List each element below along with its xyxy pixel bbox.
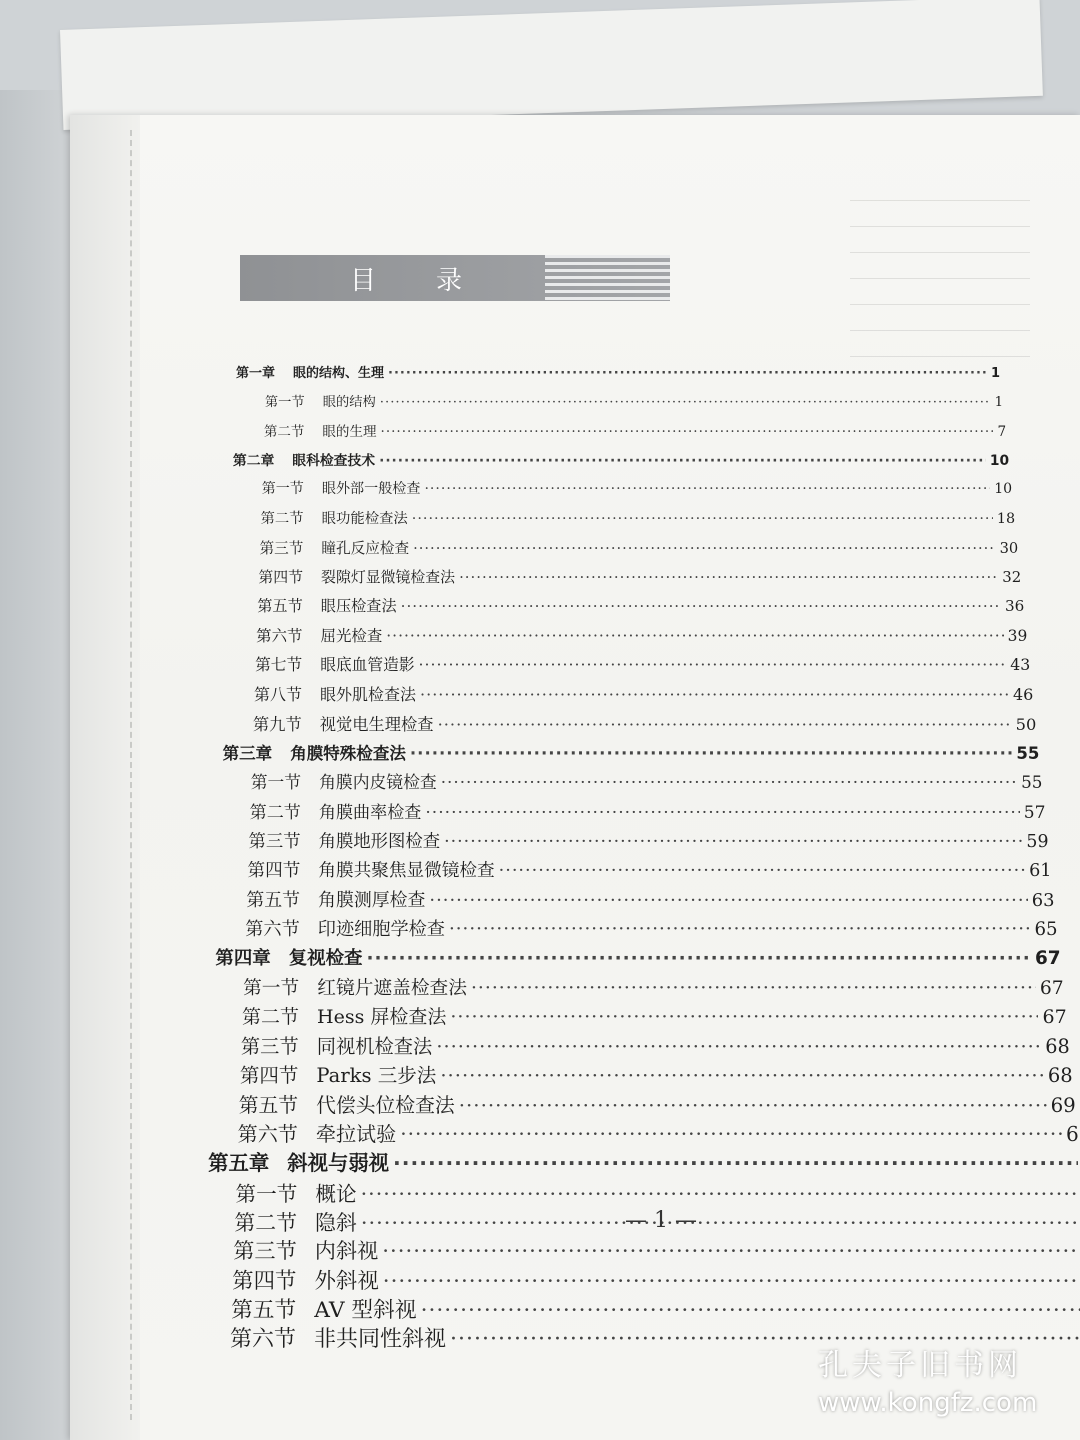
title-bar-stripes	[545, 255, 670, 301]
toc-entry-title: Parks 三步法	[316, 1064, 437, 1088]
toc-entry-title: 斜视与弱视	[287, 1151, 390, 1176]
toc-dot-leader	[379, 453, 986, 469]
toc-entry-page: 30	[999, 539, 1019, 557]
toc-dot-leader	[388, 366, 987, 381]
toc-entry-title: 眼的生理	[322, 424, 377, 441]
toc-section-row	[245, 915, 1057, 941]
toc-entry-number: 第九节	[252, 715, 302, 735]
toc-dot-leader	[361, 1211, 1080, 1235]
toc-dot-leader	[393, 1151, 1078, 1175]
show-through-text	[850, 180, 1030, 380]
watermark-site-name: 孔夫子旧书网	[818, 1348, 1022, 1383]
toc-chapter-row	[233, 449, 1009, 469]
toc-dot-leader	[471, 978, 1036, 999]
toc-dot-leader	[386, 627, 1003, 645]
toc-dot-leader	[440, 1064, 1044, 1087]
toc-dot-leader	[400, 1122, 1062, 1146]
toc-entry-title: 同视机检查法	[316, 1035, 433, 1059]
toc-entry-number: 第二节	[242, 1006, 300, 1028]
toc-entry-title: 瞳孔反应检查	[321, 539, 410, 557]
toc-section-row	[239, 1089, 1076, 1118]
toc-entry-page: 59	[1026, 832, 1049, 853]
page-number-footer: — 1 —	[625, 1208, 697, 1233]
toc-dot-leader	[419, 655, 1007, 674]
watermark-url: www.kongfz.com	[818, 1388, 1038, 1418]
toc-entry-title: Hess 屏检查法	[317, 1006, 447, 1028]
toc-entry-page: 39	[1007, 626, 1028, 645]
toc-section-row	[254, 682, 1033, 705]
toc-entry-number: 第七节	[255, 654, 303, 674]
toc-entry-title: 眼科检查技术	[292, 453, 376, 470]
toc-section-row	[242, 1002, 1067, 1029]
toc-entry-number: 第二节	[249, 803, 301, 824]
toc-entry-title: 角膜测厚检查	[318, 889, 426, 911]
toc-section-row	[258, 566, 1021, 587]
underlying-page-edge	[60, 0, 1043, 130]
toc-entry-title: 眼外部一般检查	[321, 481, 421, 498]
toc-section-row	[256, 624, 1027, 646]
toc-dot-leader	[441, 772, 1017, 792]
toc-entry-number: 第五节	[257, 596, 303, 615]
toc-entry-title: 裂隙灯显微镜检查法	[321, 567, 456, 586]
toc-dot-leader	[381, 424, 994, 440]
toc-chapter-row	[236, 362, 1000, 381]
toc-entry-page: 67	[1042, 1006, 1067, 1028]
toc-section-row	[240, 1060, 1073, 1088]
toc-dot-leader	[412, 511, 993, 527]
toc-entry-page: 69	[1050, 1094, 1076, 1118]
toc-section-row	[257, 595, 1024, 616]
toc-entry-title: 角膜共聚焦显微镜检查	[318, 860, 495, 881]
toc-entry-page: 50	[1015, 715, 1037, 735]
toc-entry-page: 6	[1066, 1122, 1079, 1147]
toc-dot-leader	[424, 481, 990, 497]
toc-entry-number: 第四章	[215, 947, 271, 969]
toc-entry-page: 32	[1002, 567, 1022, 586]
toc-entry-number: 第五节	[246, 889, 301, 911]
toc-dot-leader	[459, 1094, 1047, 1117]
toc-dot-leader	[380, 395, 991, 410]
toc-entry-number: 第三节	[240, 1035, 299, 1059]
toc-entry-page: 61	[1029, 860, 1052, 881]
toc-entry-number: 第一节	[235, 1181, 298, 1206]
toc-entry-title: 眼底血管造影	[320, 654, 415, 674]
toc-dot-leader	[450, 1006, 1038, 1028]
toc-entry-number: 第一节	[243, 977, 300, 999]
toc-section-row	[261, 507, 1016, 528]
toc-entry-title: 眼的结构	[322, 395, 376, 411]
toc-entry-page: 46	[1012, 685, 1034, 704]
toc-section-row	[238, 1118, 1079, 1147]
toc-dot-leader	[429, 890, 1027, 911]
toc-entry-number: 第二节	[234, 1210, 298, 1235]
toc-entry-title: 代偿头位检查法	[316, 1094, 455, 1118]
toc-dot-leader	[436, 1035, 1041, 1058]
toc-section-row	[243, 973, 1064, 1000]
toc-dot-leader	[449, 919, 1030, 940]
toc-entry-number: 第六节	[230, 1327, 297, 1352]
toc-entry-title: 角膜地形图检查	[318, 832, 441, 853]
toc-entry-page: 36	[1004, 596, 1025, 615]
toc-entry-number: 第二节	[263, 424, 305, 441]
toc-entry-number: 第五章	[208, 1151, 270, 1176]
toc-entry-title: 牵拉试验	[315, 1122, 397, 1147]
watermark	[818, 1340, 1037, 1418]
toc-entry-number: 第三章	[222, 744, 273, 764]
toc-entry-title: AV 型斜视	[314, 1297, 417, 1323]
toc-entry-title: 概论	[315, 1181, 357, 1206]
toc-chapter-row	[208, 1147, 1080, 1176]
toc-dot-leader	[410, 744, 1012, 763]
toc-entry-page: 55	[1021, 772, 1043, 793]
toc-entry-number: 第八节	[254, 685, 303, 704]
toc-entry-number: 第一节	[261, 481, 304, 498]
toc-dot-leader	[382, 1238, 1080, 1263]
toc-dot-leader	[420, 685, 1009, 704]
toc-section-row	[264, 420, 1006, 440]
toc-entry-title: 眼功能检查法	[321, 511, 408, 528]
toc-entry-number: 第一章	[236, 366, 276, 381]
toc-section-row	[259, 537, 1018, 558]
toc-section-row	[246, 886, 1054, 912]
toc-title: 目录	[350, 265, 523, 296]
toc-entry-number: 第二章	[232, 453, 275, 470]
toc-entry-number: 第五节	[231, 1297, 297, 1323]
toc-entry-number: 第一节	[250, 772, 302, 793]
toc-chapter-row	[215, 944, 1060, 970]
toc-chapter-row	[223, 740, 1040, 764]
toc-dot-leader	[366, 948, 1030, 969]
toc-entry-number: 第四节	[258, 567, 304, 586]
toc-dot-leader	[425, 803, 1019, 823]
toc-entry-number: 第五节	[238, 1094, 299, 1118]
toc-entry-page: 10	[994, 481, 1013, 498]
toc-entry-title: 视觉电生理检查	[319, 715, 434, 735]
toc-entry-number: 第三节	[259, 539, 304, 557]
toc-entry-page: 68	[1045, 1035, 1070, 1059]
toc-section-row	[253, 711, 1036, 735]
toc-section-row	[231, 1293, 1080, 1324]
toc-entry-page: 63	[1031, 889, 1055, 911]
toc-entry-title: 红镜片遮盖检查法	[317, 977, 467, 999]
toc-entry-number: 第四节	[232, 1268, 297, 1294]
toc-entry-title: 非共同性斜视	[314, 1327, 447, 1352]
toc-entry-title: 屈光检查	[320, 626, 383, 645]
toc-dot-leader	[444, 832, 1022, 852]
toc-entry-title: 外斜视	[314, 1268, 379, 1294]
toc-entry-page: 67	[1034, 947, 1061, 969]
toc-entry-title: 角膜特殊检查法	[290, 744, 406, 764]
toc-entry-title: 复视检查	[288, 947, 363, 969]
toc-section-row	[250, 798, 1046, 823]
toc-entry-page: 1	[994, 395, 1004, 411]
toc-entry-number: 第六节	[256, 626, 303, 645]
toc-entry-title: 眼压检查法	[320, 596, 397, 615]
toc-entry-number: 第二节	[260, 511, 304, 528]
toc-title-bar	[240, 255, 670, 301]
toc-entry-title: 角膜内皮镜检查	[319, 772, 437, 793]
toc-section-row	[262, 478, 1013, 498]
toc-dot-leader	[383, 1269, 1080, 1294]
toc-section-row	[255, 653, 1030, 675]
toc-entry-page: 55	[1016, 744, 1040, 764]
toc-section-row	[265, 391, 1003, 410]
toc-dot-leader	[421, 1298, 1080, 1323]
toc-entry-title: 隐斜	[315, 1210, 357, 1235]
toc-entry-title: 内斜视	[314, 1237, 379, 1263]
toc-entry-page: 57	[1023, 803, 1046, 824]
toc-entry-page: 10	[989, 453, 1010, 470]
toc-entry-number: 第四节	[247, 860, 301, 881]
toc-entry-number: 第六节	[245, 918, 300, 940]
binding-stitch	[130, 130, 142, 1420]
toc-section-row	[233, 1235, 1080, 1265]
toc-entry-number: 第六节	[237, 1122, 298, 1147]
toc-entry-page: 43	[1010, 654, 1031, 674]
toc-dot-leader	[438, 715, 1012, 734]
toc-entry-title: 眼的结构、生理	[293, 366, 385, 381]
toc-entry-number: 第四节	[239, 1064, 299, 1088]
toc-entry-page: 67	[1039, 977, 1064, 999]
toc-entry-page: 18	[996, 511, 1016, 528]
toc-section-row	[235, 1177, 1080, 1207]
toc-entry-number: 第三节	[248, 832, 301, 853]
toc-entry-page: 1	[990, 366, 1000, 381]
toc-entry-page: 65	[1034, 918, 1058, 940]
toc-entry-title: 眼外肌检查法	[320, 685, 417, 704]
toc-section-row	[241, 1031, 1070, 1059]
toc-dot-leader	[459, 568, 998, 586]
toc-entry-number: 第一节	[264, 395, 305, 411]
toc-section-row	[249, 827, 1049, 852]
toc-section-row	[232, 1264, 1080, 1295]
toc-entry-page: 7	[997, 424, 1007, 441]
toc-dot-leader	[413, 540, 995, 557]
toc-entry-title: 印迹细胞学检查	[317, 918, 445, 940]
toc-entry-title: 角膜曲率检查	[318, 803, 422, 824]
toc-section-row	[251, 769, 1043, 793]
toc-entry-number: 第三节	[233, 1237, 297, 1263]
toc-dot-leader	[361, 1182, 1080, 1206]
toc-section-row	[247, 857, 1051, 882]
toc-entry-page: 68	[1047, 1064, 1073, 1088]
toc-dot-leader	[499, 861, 1025, 881]
toc-dot-leader	[401, 597, 1001, 615]
